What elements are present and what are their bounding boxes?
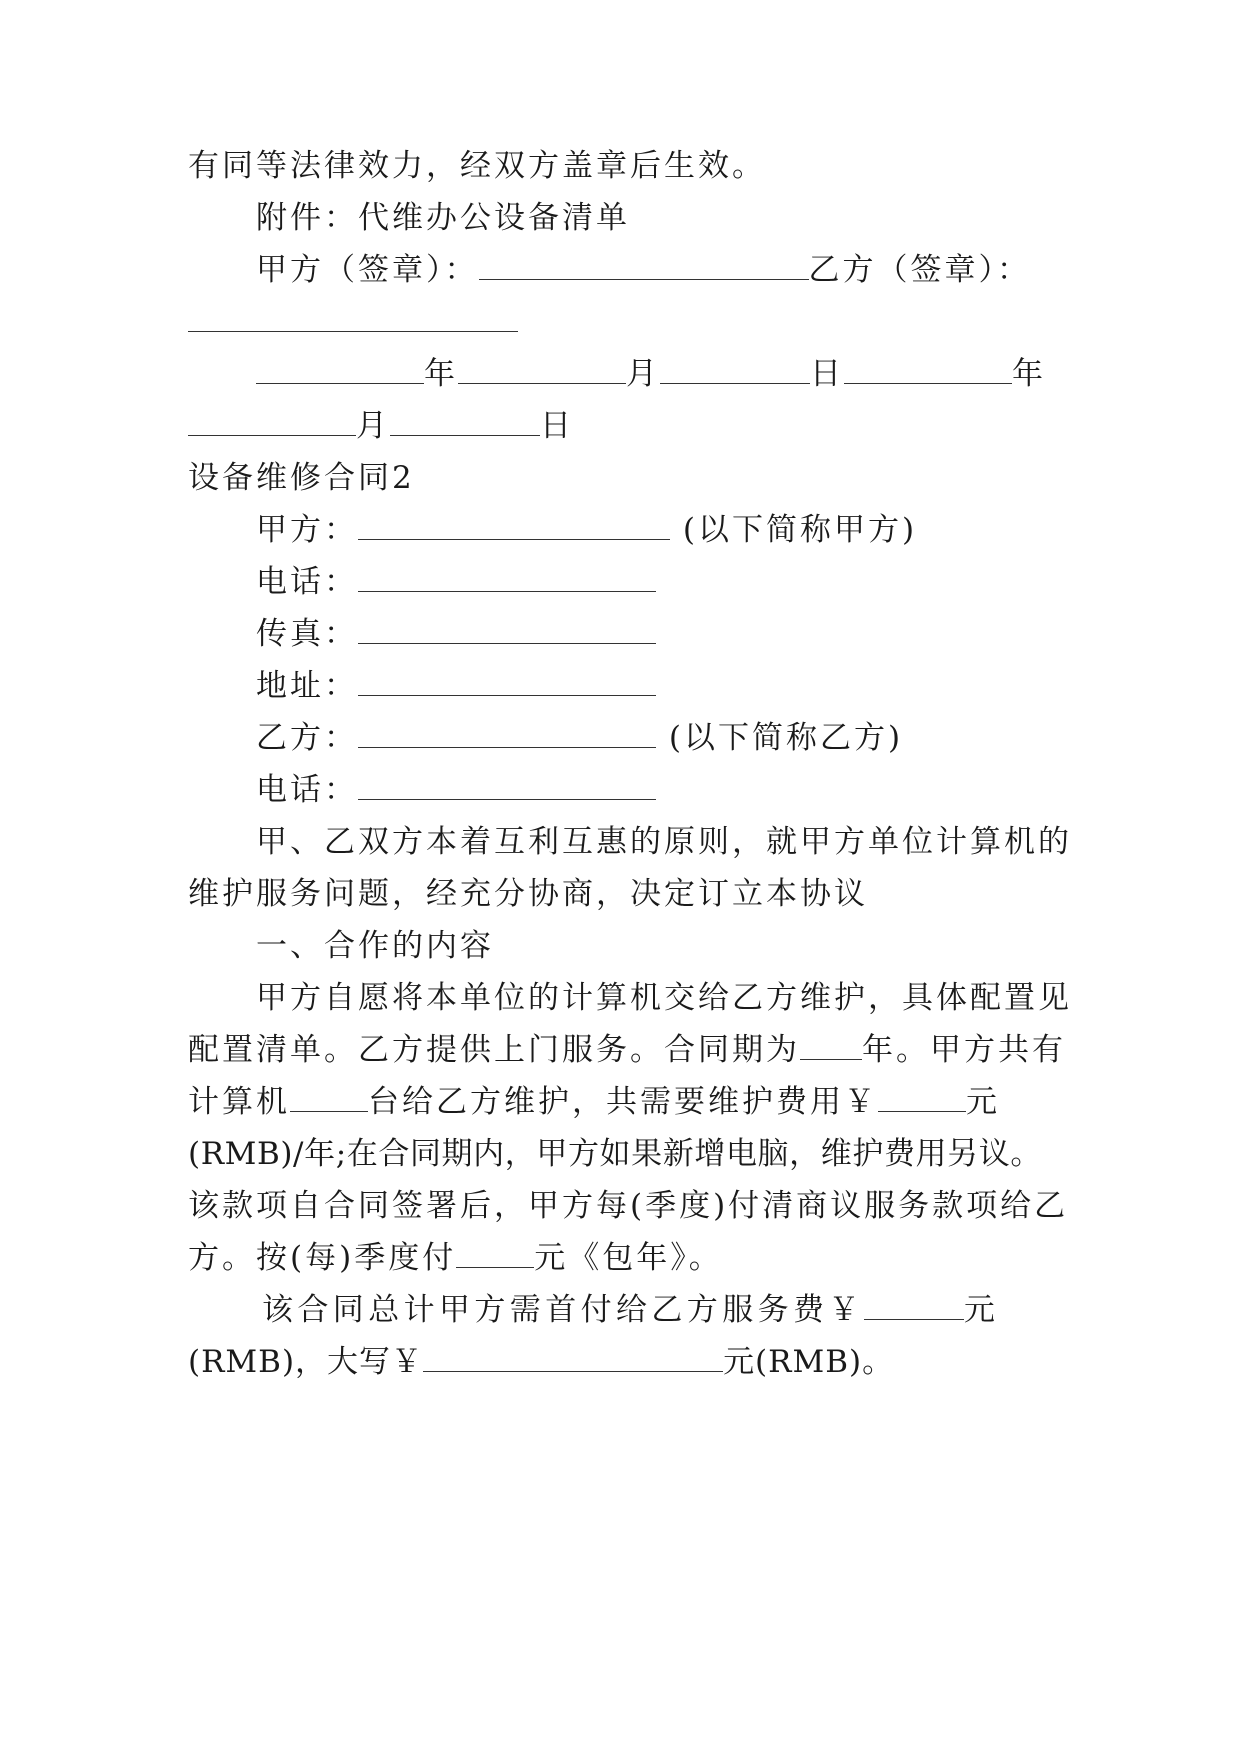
paragraph-line: 甲方自愿将本单位的计算机交给乙方维护，具体配置见 <box>256 980 1072 1016</box>
party-b-label: 乙方： <box>256 720 358 756</box>
paragraph-line <box>188 1082 1000 1122</box>
party-b-seal-blank <box>188 305 518 332</box>
month-label: 月 <box>626 356 660 392</box>
term-text: 配置清单。乙方提供上门服务。合同期为 <box>188 1032 800 1068</box>
capital-blank <box>423 1345 723 1372</box>
party-a-seal-blank <box>479 253 809 280</box>
party-b-seal-label: 乙方（签章）： <box>808 252 1031 288</box>
year-label: 年 <box>424 356 458 392</box>
computer-count-blank <box>290 1085 368 1112</box>
signature-line <box>256 250 1031 290</box>
address-blank <box>358 669 656 696</box>
party-a-label: 甲方： <box>256 512 358 548</box>
party-b-line <box>256 718 903 758</box>
date-line-cont <box>188 406 574 446</box>
party-a-seal-label: 甲方（签章）： <box>256 252 479 288</box>
total-yuan-text: 元 <box>963 1292 1000 1328</box>
fax-label: 传真： <box>256 616 358 652</box>
annual-text: 元《包年》。 <box>534 1240 723 1276</box>
fax-blank <box>358 617 656 644</box>
capital-yuan-text: 元(RMB)。 <box>723 1344 895 1380</box>
yuan-text: 元 <box>966 1084 1000 1120</box>
month-blank-2 <box>188 409 356 436</box>
party-a-line <box>256 510 917 550</box>
quarter-text: 方。按(每)季度付 <box>188 1240 457 1276</box>
contract-title: 设备维修合同2 <box>188 460 415 496</box>
paragraph-line <box>188 1342 894 1382</box>
party-a-note: (以下简称甲方) <box>682 512 918 548</box>
phone-line <box>256 562 656 602</box>
year-blank-2 <box>844 357 1012 384</box>
paragraph-line: 有同等法律效力，经双方盖章后生效。 <box>188 148 766 184</box>
phone-blank <box>358 565 656 592</box>
date-line <box>256 354 1046 394</box>
day-blank <box>660 357 810 384</box>
phone-label: 电话： <box>256 564 358 600</box>
paragraph-line: 该款项自合同签署后，甲方每(季度)付清商议服务款项给乙 <box>188 1188 1069 1224</box>
month-blank <box>458 357 626 384</box>
day-label-2: 日 <box>540 408 574 444</box>
phone-label-2: 电话： <box>256 772 358 808</box>
address-line <box>256 666 656 706</box>
total-fee-blank <box>864 1293 964 1320</box>
phone-blank-2 <box>358 773 656 800</box>
fee-text: 台给乙方维护，共需要维护费用￥ <box>368 1084 878 1120</box>
paragraph-line <box>188 1030 1066 1070</box>
paragraph-line: 维护服务问题，经充分协商，决定订立本协议 <box>188 876 868 912</box>
fax-line <box>256 614 656 654</box>
day-blank-2 <box>390 409 540 436</box>
section-heading: 一、合作的内容 <box>256 928 494 964</box>
day-label: 日 <box>810 356 844 392</box>
paragraph-line: 甲、乙双方本着互利互惠的原则，就甲方单位计算机的 <box>256 824 1072 860</box>
term-blank <box>800 1033 862 1060</box>
phone-line-2 <box>256 770 656 810</box>
address-label: 地址： <box>256 668 358 704</box>
year-blank <box>256 357 424 384</box>
paragraph-line: (RMB)/年;在合同期内，甲方如果新增电脑，维护费用另议。 <box>188 1136 1042 1172</box>
signature-line-cont <box>188 302 518 342</box>
paragraph-line <box>262 1290 999 1330</box>
paragraph-line <box>188 1238 723 1278</box>
computer-text: 计算机 <box>188 1084 290 1120</box>
party-a-blank <box>358 513 670 540</box>
term-text-2: 年。甲方共有 <box>862 1032 1066 1068</box>
attachment-line: 附件：代维办公设备清单 <box>256 200 630 236</box>
capital-text: (RMB)，大写￥ <box>188 1344 424 1380</box>
party-b-note: (以下简称乙方) <box>668 720 904 756</box>
fee-blank <box>878 1085 966 1112</box>
month-label-2: 月 <box>356 408 390 444</box>
year-label-2: 年 <box>1012 356 1046 392</box>
total-fee-text: 该合同总计甲方需首付给乙方服务费￥ <box>262 1292 864 1328</box>
party-b-blank <box>358 721 656 748</box>
quarter-blank <box>456 1241 534 1268</box>
